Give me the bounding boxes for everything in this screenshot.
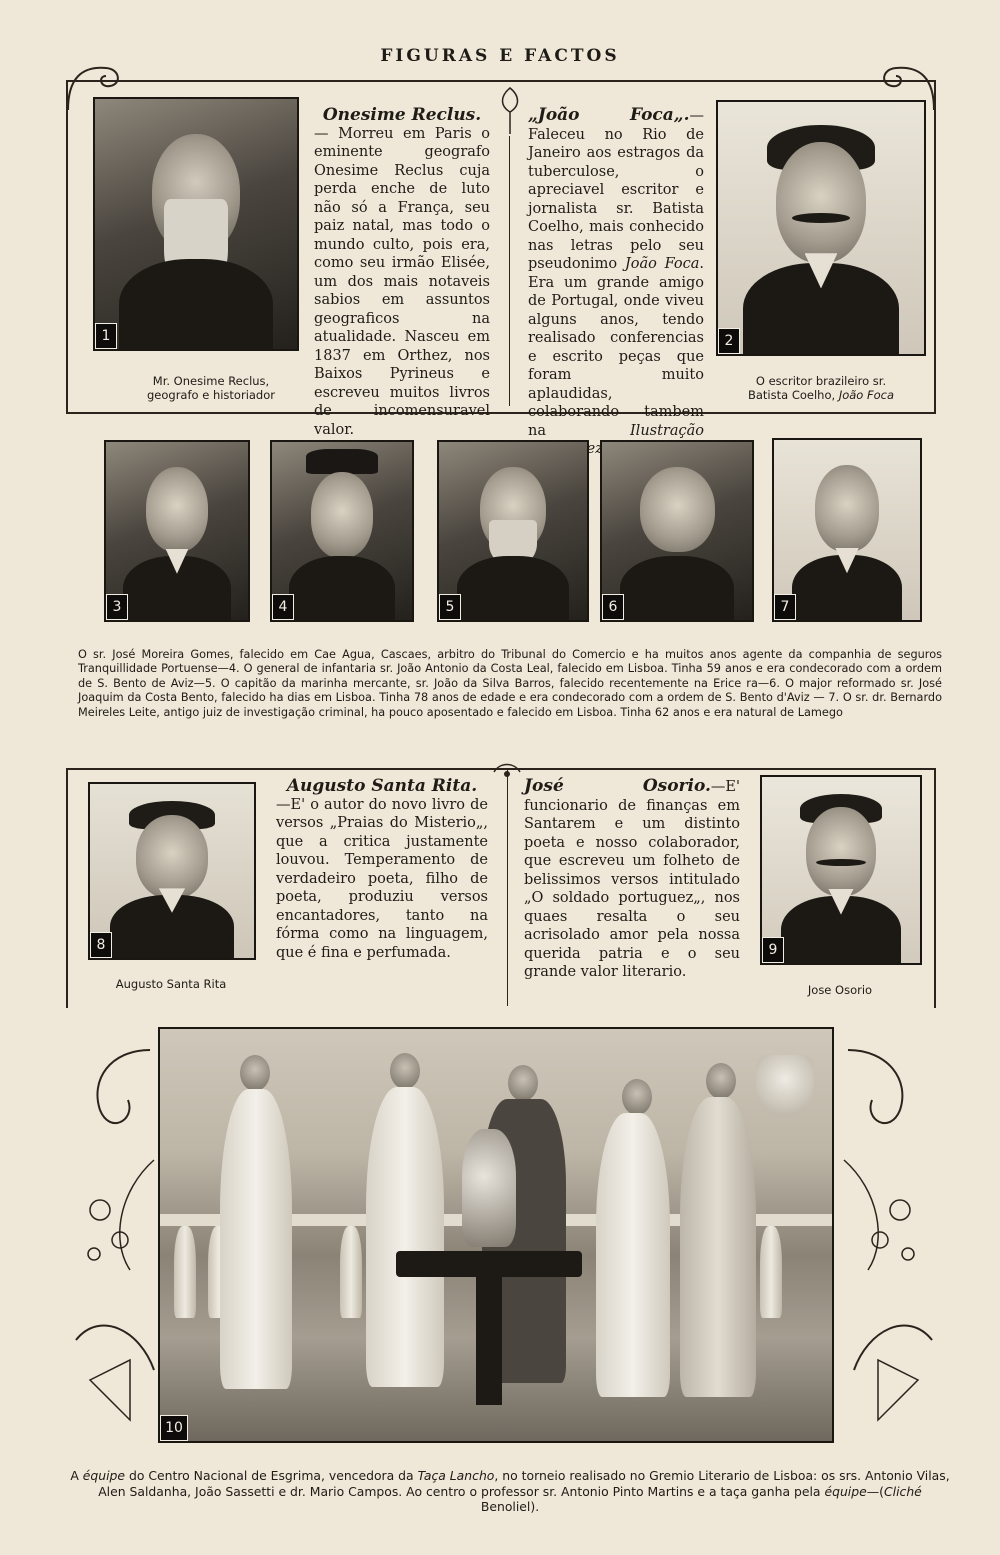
caption-text-3: , no torneio realisado no Gremio Literario de Lisboa: os srs. Antonio Vilas, Alen Saldanha, João Sassetti e dr. Mario Campos. Ao centro o professor sr. Antonio Pinto Martins e a taça ganha pela [98,1468,950,1499]
photo-portrait-7 [772,438,922,622]
baluster [174,1226,196,1318]
table-leg [476,1275,502,1405]
photo-portrait-5 [437,440,589,622]
foca-article-body-1: —Faleceu no Rio de Janeiro aos estragos da tuberculose, o apreciavel escritor e jornalista sr. Batista Coelho, mais conhecido nas letras pelo seu pseudonimo [528,108,704,272]
portrait-face [640,467,715,552]
fencer-4 [680,1097,756,1397]
osorio-article-body: —E' funcionario de finanças em Santarem e um distinto poeta e nosso colaborador, que escreveu um folheto de belissimos versos intitulado „O soldado portuguez„, nos quaes resalta o seu acrisolado amor pela nossa querida patria e o seu grande valor literario. [524,779,740,980]
baluster [760,1226,782,1318]
middle-center-divider [507,770,508,1006]
page-title: FIGURAS E FACTOS [380,46,620,66]
middle-center-ornament [492,760,522,782]
fencer-2-head [390,1053,420,1089]
caption-italic-1: équipe [82,1468,126,1483]
trophy-cup [462,1129,516,1247]
portrait-face [806,807,876,896]
trophy-table [396,1251,582,1277]
photo2-caption-line2: Batista Coelho, [747,388,839,402]
photo-number-badge: 9 [762,937,784,963]
foca-article-body-2: . Era um grande amigo de Portugal, onde viveu alguns anos, tendo realisado conferencias e escrito peças que foram muito aplaudidas, colaborando tambem na [528,256,704,439]
photo-number-badge: 4 [272,594,294,620]
photo-number-badge: 1 [95,323,117,349]
obituaries-paragraph: O sr. José Moreira Gomes, falecido em Cae Agua, Cascaes, arbitro do Tribunal do Comercio e ha muitos anos agente da companhia de seguros Tranquillidade Portuense—4. O general de infantaria sr. João Antonio da Costa Leal, falecido em Lisboa. Tinha 59 anos e era condecorado com a ordem de S. Bento de Aviz—5. O capitão da marinha mercante, sr. João da Silva Barros, falecido recentemente na Erice ra—6. O major reformado sr. José Joaquim da Costa Bento, falecido ha dias em Lisboa. Tinha 78 anos de edade e era condecorado com a ordem de S. Bento d'Aviz — 7. O sr. dr. Bernardo Meireles Leite, antigo juiz de investigação criminal, ha pouco aposentado e falecido em Lisboa. Tinha 62 anos e era natural de Lamego [78,648,942,719]
photo-number-badge: 2 [718,328,740,354]
photo-number-badge: 5 [439,594,461,620]
fencer-3-head [622,1079,652,1115]
fencing-team-caption [70,1468,950,1515]
fencer-4-head [706,1063,736,1099]
portrait-face [136,815,208,899]
portrait-torso [620,556,734,622]
portrait-face [311,472,373,557]
portrait-torso [119,259,273,351]
photo2-caption-line1: O escritor brazileiro sr. [755,374,887,388]
reclus-article-body: — Morreu em Paris o eminente geografo Onesime Reclus cuja perda enche de luto não só a França, seu paiz natal, mas todo o mundo culto, pois era, como seu irmão Elisée, um dos mais notaveis sabios em assuntos geograficos na atualidade. Nasceu em 1837 em Orthez, nos Baixos Pyrineus e escreveu muitos livros de incomensuravel valor. [314,125,490,438]
reclus-article [314,106,490,439]
portrait-torso [289,556,395,622]
caption-text-2: do Centro Nacional de Esgrima, vencedora da [125,1468,418,1483]
caption-italic-4: Cliché [883,1483,922,1499]
caption-text-1: A [70,1468,83,1483]
foca-article-pseudonym: João Foca [624,256,700,272]
foca-article-magazine: Ilustração [629,422,704,439]
photo9-caption: Jose Osorio [807,983,873,997]
photo-number-badge: 7 [774,594,796,620]
top-center-divider [509,136,510,406]
photo-portrait-4 [270,440,414,622]
photo-number-badge: 3 [106,594,128,620]
right-floral-ornament [838,1040,938,1430]
osorio-article [524,777,740,982]
foca-article-title: „João Foca„. [528,105,690,125]
caption-text-4: —( [866,1483,884,1499]
photo-augusto-santa-rita [88,782,256,960]
photo-number-badge: 6 [602,594,624,620]
photo-fencing-team [158,1027,834,1443]
photo1-caption-line2: geografo e historiador [146,388,275,402]
center-top-ornament [496,86,524,136]
left-floral-ornament [70,1040,160,1430]
caption-italic-2: Taça Lancho [417,1468,495,1483]
photo1-caption [116,374,306,402]
foca-article [528,106,704,459]
fencer-1 [220,1089,292,1389]
photo-number-badge: 10 [160,1415,188,1441]
photo1-caption-line1: Mr. Onesime Reclus, [152,374,270,388]
portrait-face [776,142,867,263]
fencer-1-head [240,1055,270,1091]
caption-text-5: Benoliel). [480,1499,540,1514]
photo-batista-coelho [716,100,926,356]
moustache-shape [792,213,850,223]
portrait-torso [457,556,569,622]
photo-jose-osorio [760,775,922,965]
photo-portrait-6 [600,440,754,622]
baluster [340,1226,362,1318]
photo-onesime-reclus [93,97,299,351]
garden-urn [756,1055,814,1115]
caption-italic-3: équipe [824,1483,867,1499]
cap-shape [306,449,379,474]
photo8-caption: Augusto Santa Rita [115,977,227,991]
santa-rita-article-title: Augusto Santa Rita. [286,776,478,796]
osorio-article-title: José Osorio. [524,776,711,796]
photo2-caption-pseudonym: João Foca [838,388,894,402]
santa-rita-article [276,777,488,962]
reclus-article-title: Onesime Reclus. [322,105,482,125]
santa-rita-article-body: —E' o autor do novo livro de versos „Praias do Misterio„, que a critica justamente louvou. Temperamento de verdadeiro poeta, filho de poeta, produziu versos encantadores, tanto na fórma como na linguagem, que é fina e perfumada. [276,796,488,961]
professor-head [508,1065,538,1101]
fencer-3 [596,1113,670,1397]
portrait-face [815,465,879,551]
photo-number-badge: 8 [90,932,112,958]
fencer-2 [366,1087,444,1387]
portrait-face [146,467,208,552]
photo2-caption [714,374,928,402]
photo-portrait-3 [104,440,250,622]
